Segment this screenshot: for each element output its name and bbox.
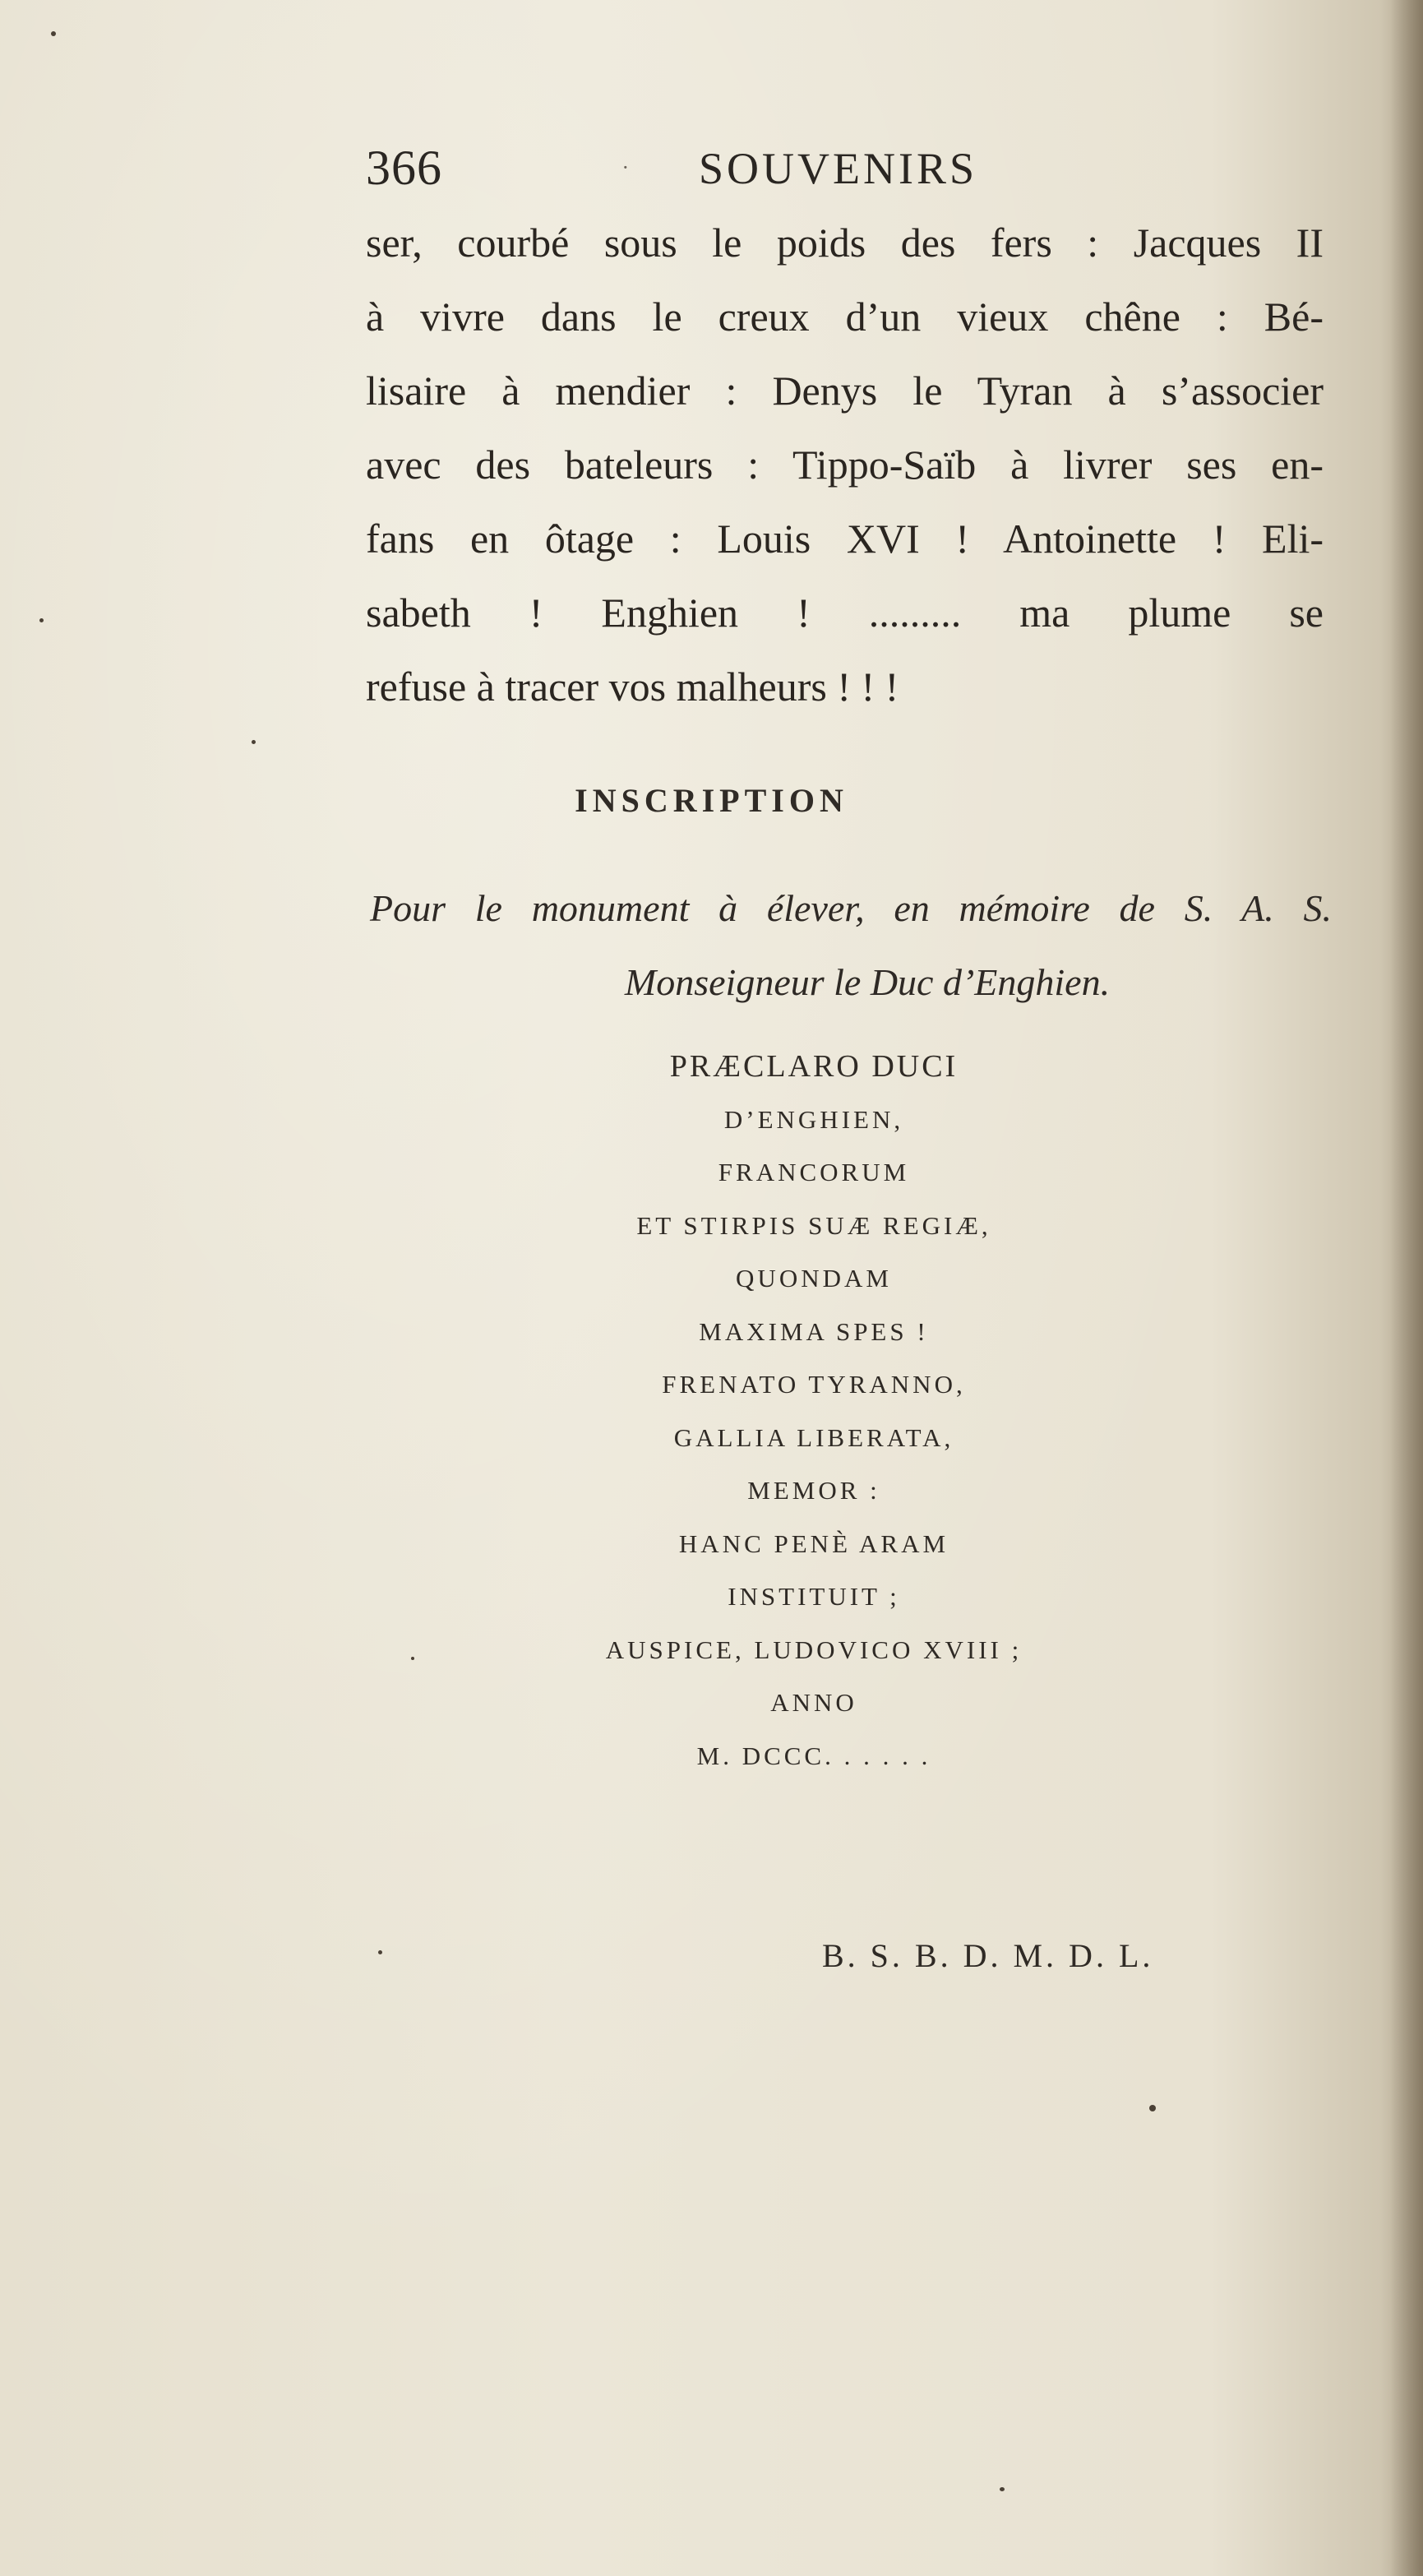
body-line: sabeth ! Enghien ! ......... ma plume se [366, 590, 1324, 636]
paper-speck [1000, 2487, 1005, 2491]
paper-speck [252, 740, 256, 744]
page-edge-shadow [1390, 0, 1423, 2576]
inscription-heading: INSCRIPTION [575, 782, 848, 819]
running-title: SOUVENIRS [699, 144, 978, 193]
body-line: fans en ôtage : Louis XVI ! Antoinette ! Eli- [366, 516, 1324, 562]
inscription-closing: B. S. B. D. M. D. L. [822, 1937, 1154, 1974]
paper-speck [411, 1657, 414, 1660]
paper-speck [51, 31, 56, 36]
body-line: lisaire à mendier : Denys le Tyran à s’associer [366, 368, 1324, 414]
running-head [366, 140, 1332, 206]
dedication-line: Monseigneur le Duc d’Enghien. [624, 961, 1111, 1003]
inscription-line: D’ENGHIEN, [723, 1104, 904, 1134]
inscription-line: GALLIA LIBERATA, [673, 1422, 954, 1452]
inscription-line: FRENATO TYRANNO, [662, 1370, 966, 1399]
body-line: ser, courbé sous le poids des fers : Jacques II [366, 220, 1324, 266]
inscription-dedication [370, 872, 1332, 1020]
inscription-line: HANC PENÈ ARAM [678, 1528, 949, 1558]
inscription-line: M. DCCC. . . . . . [696, 1741, 931, 1770]
running-head-separator: · [622, 156, 629, 179]
inscription-line: MEMOR : [747, 1476, 880, 1505]
inscription-line: ET STIRPIS SUÆ REGIÆ, [636, 1210, 991, 1240]
paper-speck [378, 1950, 382, 1954]
paper-speck [1149, 2105, 1156, 2111]
body-paragraph [366, 206, 1324, 724]
inscription-line: PRÆCLARO DUCI [669, 1049, 959, 1084]
dedication-line: Pour le monument à élever, en mémoire de S. A. S. [370, 887, 1332, 929]
inscription-line: MAXIMA SPES ! [699, 1316, 929, 1346]
inscription-line: AUSPICE, LUDOVICO XVIII ; [605, 1635, 1023, 1664]
inscription-line: FRANCORUM [718, 1158, 910, 1186]
body-line-last: refuse à tracer vos malheurs ! ! ! [366, 664, 899, 710]
paper-speck [39, 618, 44, 622]
inscription-line: INSTITUIT ; [728, 1582, 900, 1611]
inscription-line: ANNO [770, 1688, 857, 1717]
body-line: avec des bateleurs : Tippo-Saïb à livrer ses en- [366, 442, 1324, 488]
page-number: 366 [366, 141, 442, 195]
inscription-line: QUONDAM [736, 1264, 892, 1293]
body-line: à vivre dans le creux d’un vieux chêne : Bé- [366, 294, 1324, 340]
inscription-text [575, 1040, 1052, 1783]
